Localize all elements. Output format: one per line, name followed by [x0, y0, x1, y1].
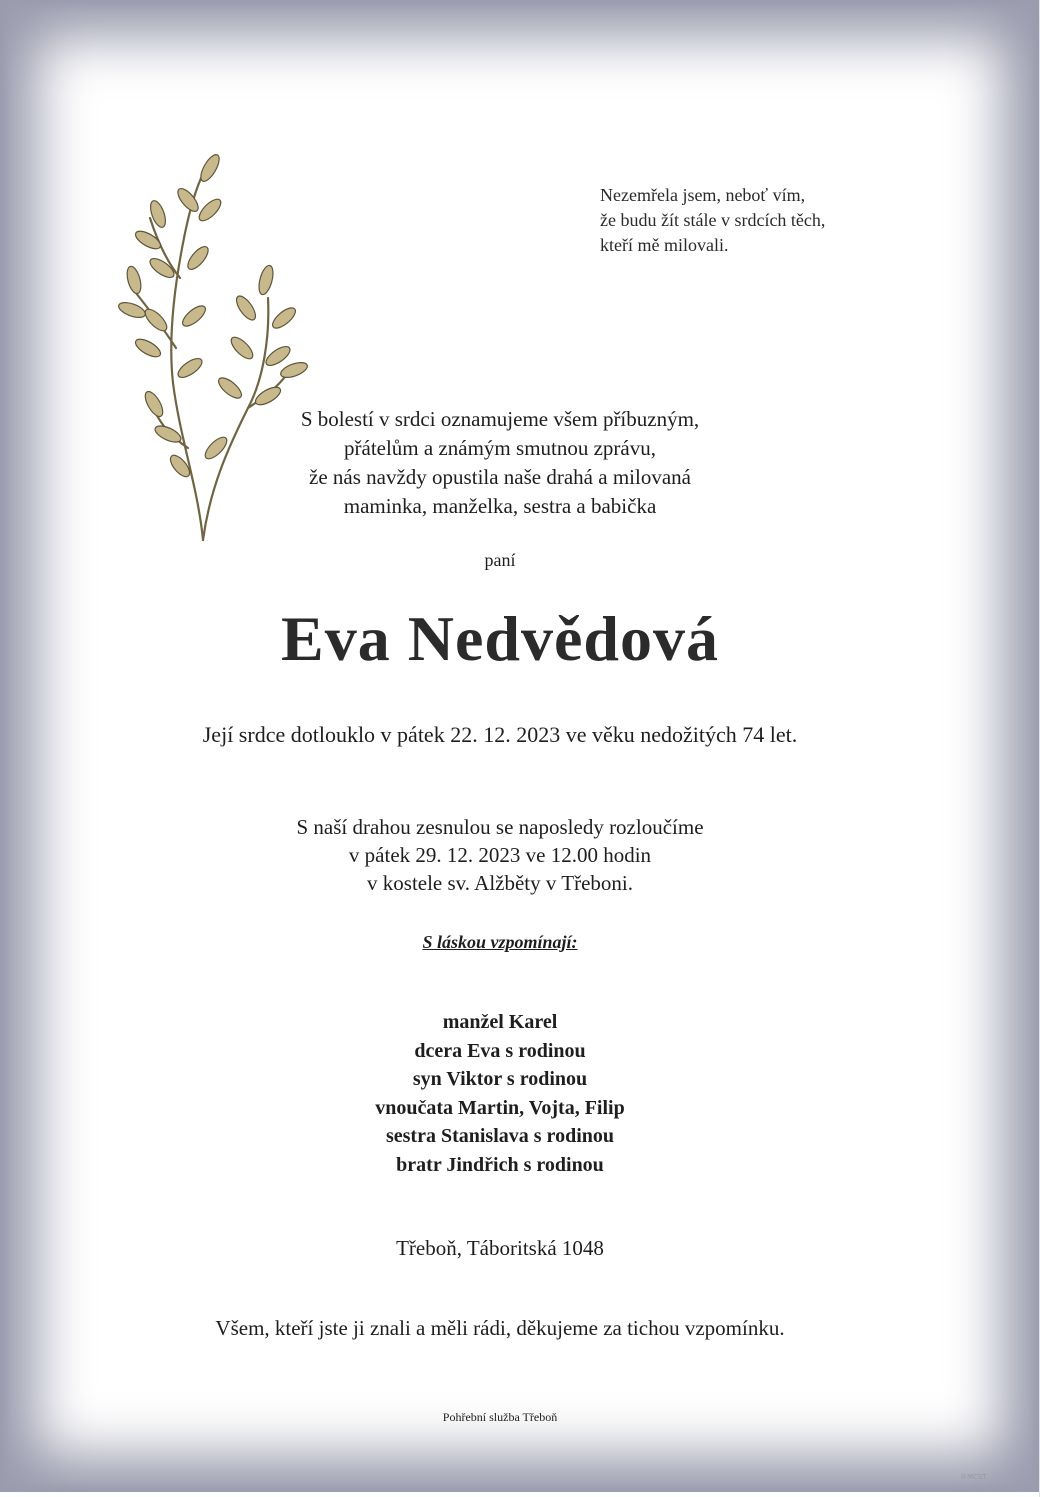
- family-member: manžel Karel: [442, 1011, 558, 1033]
- funeral-service-name: Pohřební služba Třeboň: [442, 1410, 558, 1424]
- family-member: bratr Jindřich s rodinou: [396, 1153, 604, 1176]
- quote-line: že budu žít stále v srdcích těch,: [600, 210, 826, 230]
- scan-edge: [1039, 0, 1058, 1497]
- family-list: [260, 1008, 740, 1179]
- announcement: [240, 405, 760, 521]
- corner-mark: ®MCST: [960, 1473, 987, 1481]
- family-member: syn Viktor s rodinou: [412, 1068, 588, 1090]
- funeral-line: S naší drahou zesnulou se naposledy rozloučíme: [296, 815, 704, 839]
- family-member: vnoučata Martin, Vojta, Filip: [375, 1096, 625, 1119]
- death-notice: Její srdce dotlouklo v pátek 22. 12. 2023 ve věku nedožitých 74 let.: [202, 722, 798, 747]
- funeral-details: [200, 813, 800, 897]
- announcement-line: S bolestí v srdci oznamujeme všem příbuzným,: [300, 407, 700, 431]
- family-member: sestra Stanislava s rodinou: [385, 1125, 614, 1147]
- announcement-line: že nás navždy opustila naše drahá a milovaná: [309, 465, 691, 489]
- quote-line: Nezemřela jsem, neboť vím,: [600, 185, 806, 205]
- remembering-heading: S láskou vzpomínají:: [422, 932, 578, 952]
- deceased-name: Eva Nedvědová: [281, 603, 719, 674]
- thanks-note: Všem, kteří jste ji znali a měli rádi, děkujeme za tichou vzpomínku.: [215, 1316, 785, 1340]
- family-member: dcera Eva s rodinou: [414, 1039, 586, 1062]
- title-word: paní: [484, 550, 516, 570]
- funeral-line: v pátek 29. 12. 2023 ve 12.00 hodin: [348, 843, 652, 867]
- memorial-quote: [600, 183, 890, 258]
- funeral-line: v kostele sv. Alžběty v Třeboni.: [367, 871, 633, 895]
- quote-line: kteří mě milovali.: [600, 235, 729, 255]
- address: Třeboň, Táboritská 1048: [396, 1236, 604, 1260]
- announcement-line: maminka, manželka, sestra a babička: [343, 494, 657, 518]
- announcement-line: přátelům a známým smutnou zprávu,: [344, 436, 656, 460]
